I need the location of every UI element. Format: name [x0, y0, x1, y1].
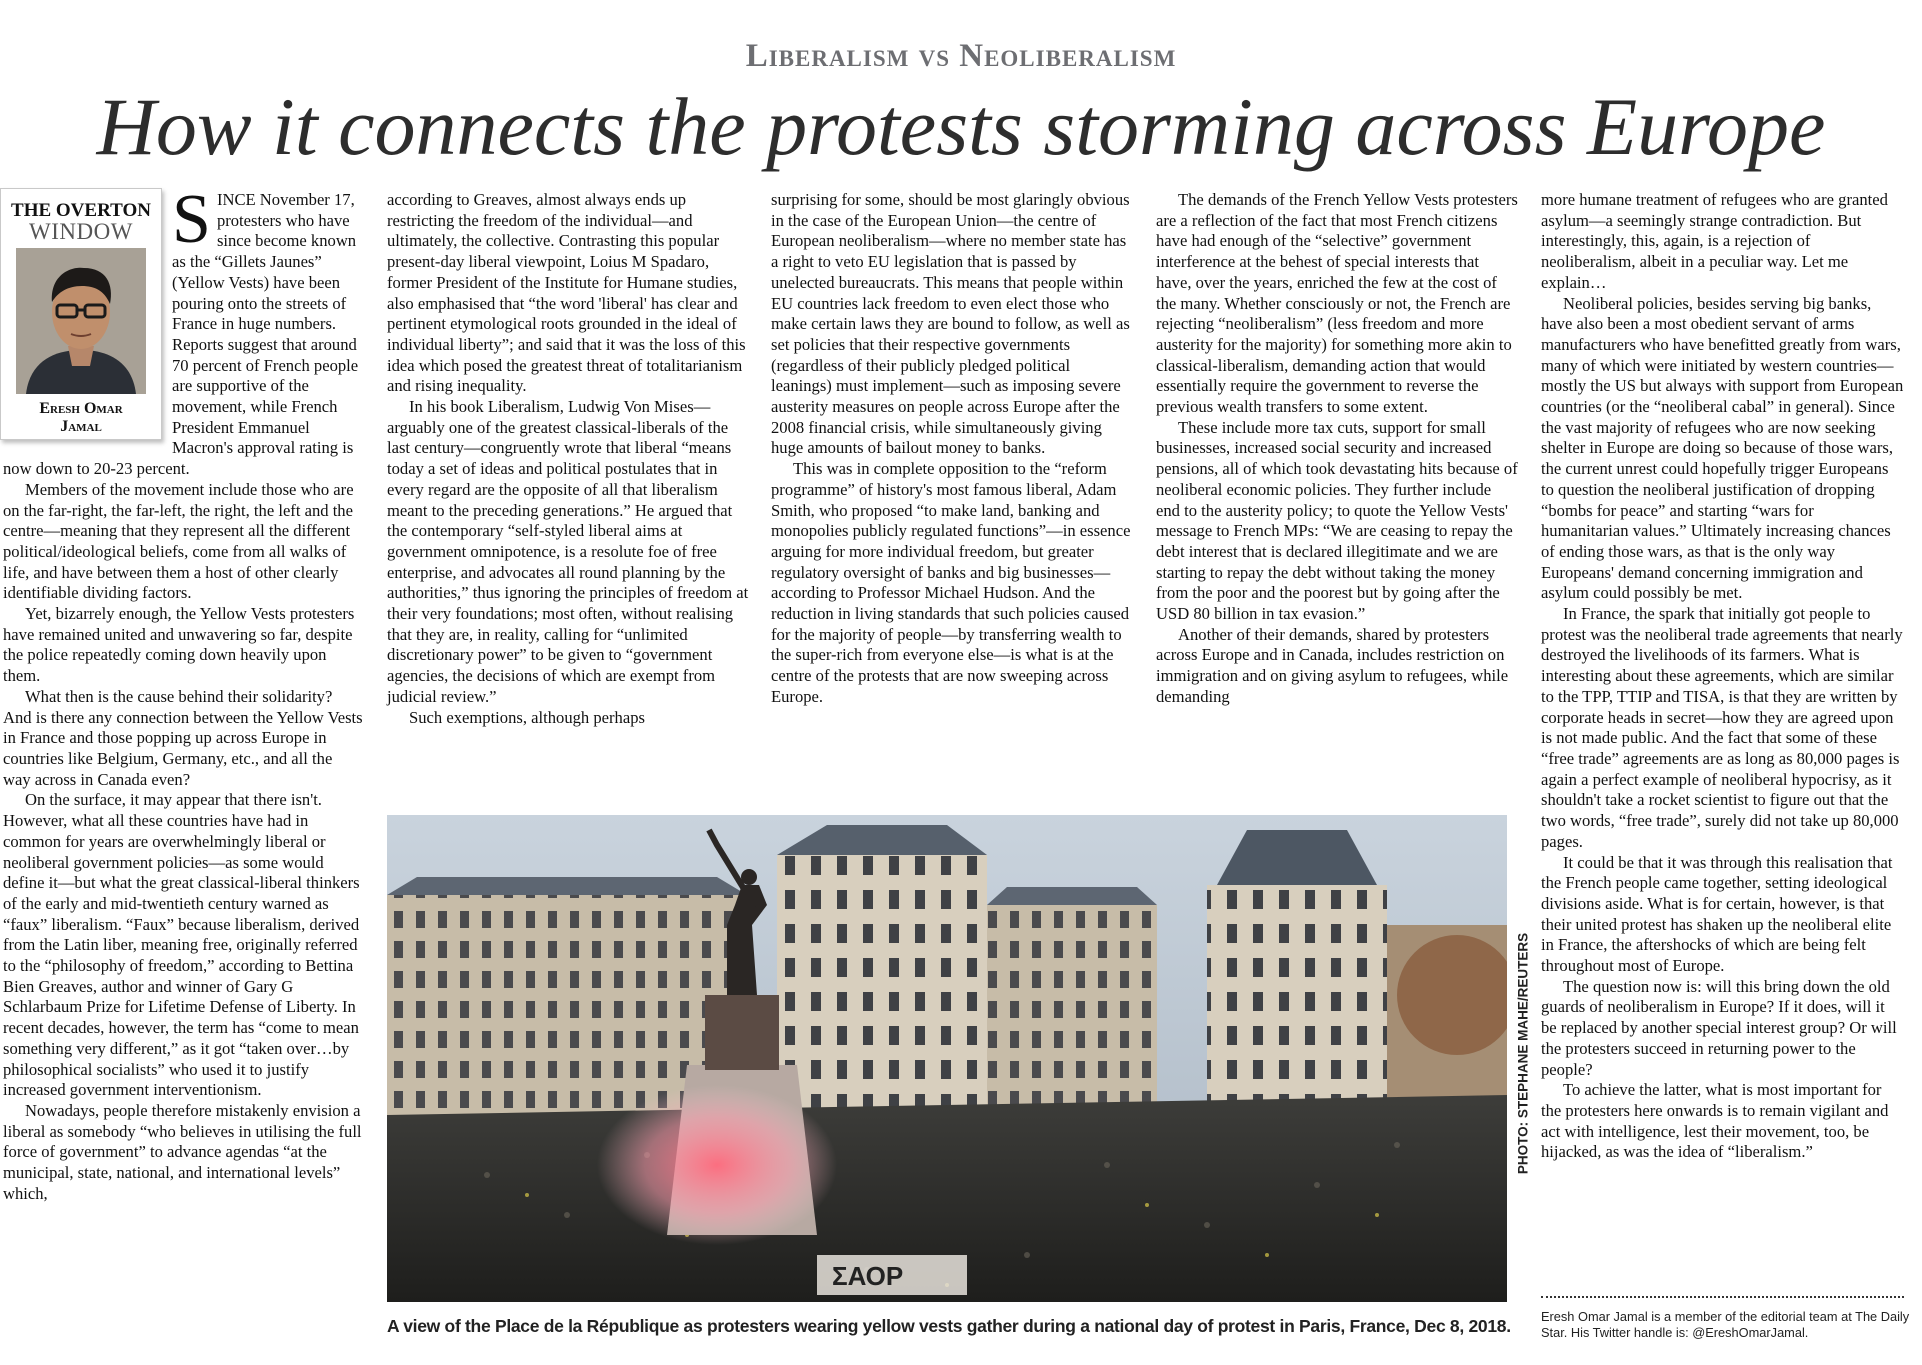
author-portrait-image — [16, 248, 146, 394]
column-name-line1: THE OVERTON — [11, 200, 151, 221]
drop-cap: S — [172, 181, 211, 258]
paragraph: according to Greaves, almost always ends up restricting the freedom of the individual—and ultimately, the collective. Contrasting this popular present-day liberal viewpoint, Loius M Spadaro, former President of the Institute for Humane studies, also emphasised that “the word 'liberal' has clear and pertinent etymological roots grounded in the ideal of individual liberty”; and said that it was the loss of this idea which posed the greatest threat of totalitarianism and rising inequality. — [387, 190, 746, 396]
paragraph: more humane treatment of refugees who are granted asylum—a seemingly strange contradiction. But interestingly, this, again, is a rejection of neoliberalism, albeit in a peculiar way. Let me explain… — [1541, 190, 1888, 292]
paragraph: Another of their demands, shared by protesters across Europe and in Canada, includes restriction on immigration and on giving asylum to refugees, while demanding — [1156, 624, 1509, 706]
protest-photo — [387, 815, 1507, 1302]
paragraph: Such exemptions, although perhaps — [409, 707, 645, 727]
paragraph: In his book Liberalism, Ludwig Von Mises—arguably one of the greatest classical-liberals of the last century—congruently wrote that liberal “means today a set of ideas and political postulates that in every regard are the opposite of all that liberalism meant to the preceding generations.” He argued that the contemporary “self-styled liberal aims at government omnipotence, is a resolute foe of free enterprise, and advocates all round planning by the authorities,” thus ignoring the principles of freedom at their very foundations; most often, without realising that they are, in reality, calling for “unlimited discretionary power” to be given to “government agencies, the decisions of which are exempt from judicial review.” — [387, 397, 749, 706]
author-photo — [16, 248, 146, 394]
paragraph: Nowadays, people therefore mistakenly envision a liberal as somebody “who believes in utilising the full force of government” to advance agendas “at the municipal, state, national, and international levels” which, — [3, 1100, 362, 1203]
banner-text: ΣΑΟΡ — [832, 1261, 904, 1291]
paragraph: surprising for some, should be most glaringly obvious in the case of the European Union—the centre of European neoliberalism—where no member state has a right to veto EU legislation that is passed by unelected bureaucrats. This means that people within EU countries lack freedom to even elect those who make certain laws they are bound to follow, as well as set policies that their respective governments (regardless of their publicly pledged political leanings) must implement—such as imposing severe austerity measures on people across Europe after the 2008 financial crisis, while simultaneously giving huge amounts of bailout money to banks. — [771, 190, 1130, 458]
column-4 — [1156, 190, 1518, 708]
author-name-line2: Jamal — [60, 418, 102, 435]
paragraph: To achieve the latter, what is most important for the protesters here onwards is to remain vigilant and act with intelligence, lest their movement, too, be hijacked, as was the idea of “liberalism.” — [1541, 1080, 1889, 1162]
paragraph: Neoliberal policies, besides serving big banks, have also been a most obedient servant of arms manufacturers who have benefitted greatly from wars, many of which were initiated by western countries—mostly the US but always with support from European countries (or the “neoliberal cabal” in general). Since the vast majority of refugees who are now seeking shelter in Europe are doing so because of those wars, the current unrest could hopefully trigger Europeans to question the neoliberal justification of dropping “bombs for peace” and starting “wars for humanitarian values.” Ultimately increasing chances of ending those wars, as that is the only way Europeans' demand concerning immigration and asylum could possibly be met. — [1541, 293, 1904, 603]
paragraph: What then is the cause behind their solidarity? And is there any connection between the Yellow Vests in France and those popping up across Europe in countries like Belgium, Germany, etc., and all the way across in Canada even? — [3, 686, 363, 789]
author-bio: Eresh Omar Jamal is a member of the editorial team at The Daily Star. His Twitter handle is: @EreshOmarJamal. — [1541, 1309, 1910, 1340]
author-name-line1: Eresh Omar — [39, 400, 123, 417]
column-name-line2: WINDOW — [29, 219, 133, 244]
divider — [1541, 1296, 1904, 1298]
column-3 — [771, 190, 1132, 708]
paragraph: The question now is: will this bring down the old guards of neoliberalism in Europe? If it does, will it be replaced by another special interest group? Or will the protesters succeed in returning power to the people? — [1541, 976, 1897, 1079]
paragraph: This was in complete opposition to the “reform programme” of history's most famous liberal, Adam Smith, who proposed “to make land, banking and monopolies publicly regulated functions”—in essence arguing for more individual freedom, but greater regulatory oversight of banks and big businesses—according to Professor Michael Hudson. And the reduction in living standards that such policies caused for the majority of people—by transferring wealth to the super-rich from everyone else—is what is at the centre of the protests that are now sweeping across Europe. — [771, 459, 1131, 706]
paragraph: The demands of the French Yellow Vests protesters are a reflection of the fact that most French citizens have had enough of the “selective” government interference at the behest of special interests that have, over the years, enriched the few at the cost of the many. Whether consciously or not, the French are rejecting “neoliberalism” (less freedom and more austerity for the majority) for something more akin to classical-liberalism, demanding action that would essentially require the government to reverse the previous wealth transfers to some extent. — [1156, 190, 1518, 417]
paragraph: It could be that it was through this realisation that the French people came together, setting ideological divisions aside. What is for certain, however, is that their united protest has shaken up the neoliberal elite in France, the aftershocks of which are being felt throughout most of Europe. — [1541, 852, 1893, 976]
kicker: Liberalism vs Neoliberalism — [745, 38, 1177, 74]
photo-credit — [1508, 815, 1532, 1302]
paragraph: SINCE November 17, protesters who have since become known as the “Gillets Jaunes” (Yellow Vests) have been pouring onto the streets of France in huge numbers. Reports suggest that around 70 percent of French people are supportive of the movement, while French President Emmanuel Macron's approval rating is now down to 20-23 percent. — [3, 181, 359, 479]
headline: How it connects the protests storming across Europe — [96, 81, 1826, 172]
column-1 — [3, 181, 363, 1204]
column-2 — [387, 190, 749, 728]
place-de-la-republique-image — [387, 815, 1507, 1302]
paragraph: These include more tax cuts, support for small businesses, increased social security and increased pensions, all of which took devastating hits because of neoliberal economic policies. They further include end to the austerity policy; to quote the Yellow Vests' message to French MPs: “We are ceasing to repay the debt interest that is declared illegitimate and we are starting to repay the debt without taking the money from the poor and the poorest but by going after the USD 80 billion in tax evasion.” — [1156, 417, 1518, 624]
paragraph: In France, the spark that initially got people to protest was the neoliberal trade agreements that nearly destroyed the livelihoods of its farmers. What is interesting about these agreements, which are similar to the TPP, TTIP and TISA, is that they are written by corporate heads in secret—how they are agreed upon is not made public. And the fact that some of these “free trade” agreements are as long as 80,000 pages is again a perfect example of neoliberal hypocrisy, as it shouldn't take a rocket scientist to figure out that the two words, “free trade”, surely did not take up 80,000 pages. — [1541, 604, 1903, 851]
photo-caption: A view of the Place de la République as protesters wearing yellow vests gather during a national day of protest in Paris, France, Dec 8, 2018. — [387, 1316, 1511, 1336]
paragraph: On the surface, it may appear that there isn't. However, what all these countries have had in common for years are overwhelmingly liberal or neoliberal government policies—as some would define it—but what the great classical-liberal thinkers of the early and mid-twentieth century warned as “faux” liberalism. “Faux” because liberalism, derived from the Latin liber, meaning free, originally referred to the “philosophy of freedom,” according to Bettina Bien Greaves, author and winner of Gary G Schlarbaum Prize for Lifetime Defense of Liberty. In recent decades, however, the term has “come to mean something very different,” as it got “taken over…by philosophical socialists” who used it to justify increased government interventionism. — [3, 790, 360, 1100]
photo-credit-text: PHOTO: STEPHANE MAHE/REUTERS — [1515, 932, 1531, 1175]
paragraph: Members of the movement include those who are on the far-right, the far-left, the right, the left and the centre—meaning that they represent all the different political/ideological beliefs, come from all walks of life, and have between them a host of other clearly identifiable dividing factors. — [3, 479, 354, 603]
column-5 — [1541, 190, 1904, 1163]
paragraph: Yet, bizarrely enough, the Yellow Vests protesters have remained united and unwavering so far, despite the police repeatedly coming down heavily upon them. — [3, 604, 355, 686]
columnist-box — [0, 188, 162, 440]
author-name — [1, 400, 161, 436]
